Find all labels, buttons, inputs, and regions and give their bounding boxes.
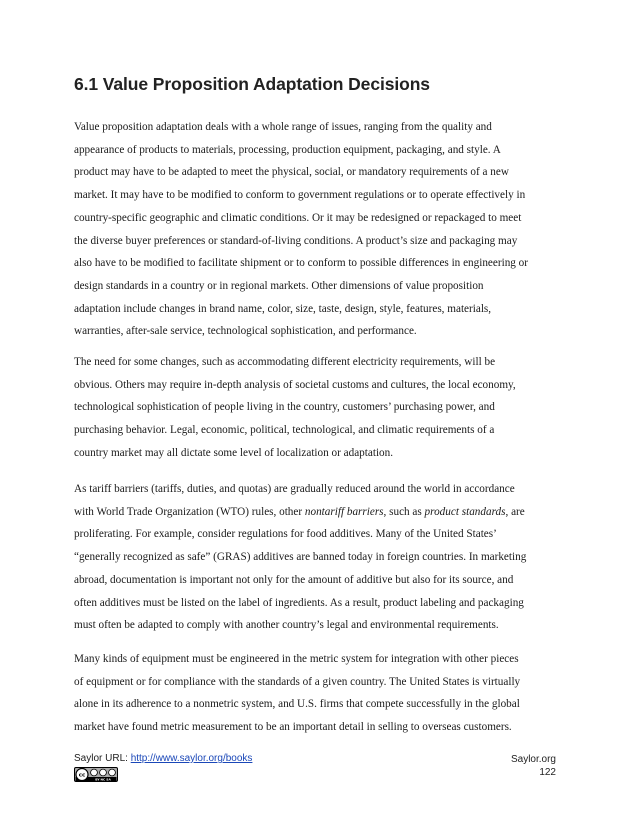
text-line: Many kinds of equipment must be engineered in the metric system for integration with other pieces [74, 653, 519, 665]
text-line: often additives must be listed on the label of ingredients. As a result, product labeling and packaging [74, 596, 524, 609]
text-line: alone in its adherence to a nonmetric system, and U.S. firms that compete successfully in the global [74, 698, 520, 711]
paragraph-2 [74, 351, 558, 465]
text-line: the diverse buyer preferences or standard-of-living conditions. A product’s size and packaging may [74, 234, 518, 247]
text-line: market have found metric measurement to be an important detail in selling to overseas customers. [74, 721, 512, 734]
text-line: country market may all dictate some level of localization or adaptation. [74, 446, 394, 459]
text-line: also have to be modified to facilitate shipment or to conform to possible differences in engineering or [74, 257, 529, 270]
text-fragment: , are [505, 505, 525, 518]
paragraph-1 [74, 116, 558, 343]
footer-site-info [511, 753, 556, 779]
paragraph-3 [74, 478, 558, 637]
text-line: country-specific geographic and climatic conditions. Or it may be redesigned or repackaged to meet [74, 211, 522, 224]
page-number: 122 [539, 767, 556, 778]
svg-text:cc: cc [78, 772, 86, 779]
text-line: obvious. Others may require in-depth analysis of societal customs and cultures, the local economy, [74, 378, 516, 391]
section-heading: 6.1 Value Proposition Adaptation Decisions [74, 74, 430, 94]
attribution-icon [91, 769, 98, 776]
footer-url-label: Saylor URL: [74, 753, 131, 764]
saylor-books-link[interactable]: http://www.saylor.org/books [130, 753, 253, 764]
text-line: warranties, after-sale service, technological sophistication, and performance. [74, 325, 417, 338]
text-line: product may have to be adapted to meet the physical, social, or mandatory requirements of a new [74, 166, 509, 179]
noncommercial-icon [100, 769, 107, 776]
text-line: Value proposition adaptation deals with a whole range of issues, ranging from the quality and [74, 121, 492, 133]
text-line: As tariff barriers (tariffs, duties, and quotas) are gradually reduced around the world in accordance [74, 483, 515, 495]
footer-site-name: Saylor.org [510, 754, 556, 765]
text-line: proliferating. For example, consider regulations for food additives. Many of the United States’ [74, 528, 497, 541]
text-line: technological sophistication of people living in the country, customers’ purchasing power, and [74, 401, 495, 414]
text-fragment: with World Trade Organization (WTO) rules, other [74, 505, 305, 518]
text-line: market. It may have to be modified to conform to government regulations or to operate effectively in [74, 189, 526, 202]
text-line: design standards in a country or in regional markets. Other dimensions of value proposition [74, 279, 484, 292]
text-fragment: , such as [383, 505, 425, 518]
paragraph-4 [74, 648, 558, 739]
text-line: The need for some changes, such as accommodating different electricity requirements, will be [74, 356, 496, 368]
creative-commons-license-icon[interactable] [74, 767, 118, 782]
text-line: abroad, documentation is important not only for the amount of additive but also for its source, and [74, 573, 514, 586]
text-line: purchasing behavior. Legal, economic, political, technological, and climatic requirements of a [74, 424, 495, 437]
sharealike-icon [109, 769, 116, 776]
text-line [74, 501, 558, 524]
text-line: must often be adapted to comply with another country’s legal and environmental requirements. [74, 619, 499, 632]
text-line: “generally recognized as safe” (GRAS) additives are banned today in foreign countries. In marketing [74, 551, 527, 564]
license-badge-text: BY NC SA [95, 777, 111, 782]
emphasis-nontariff-barriers: nontariff barriers [304, 505, 384, 518]
text-line: adaptation include changes in brand name, color, size, taste, design, style, features, materials, [74, 302, 492, 315]
text-line: appearance of products to materials, processing, production equipment, packaging, and style. A [74, 143, 501, 156]
text-line: of equipment or for compliance with the standards of a given country. The United States is virtually [74, 675, 521, 688]
footer-source [74, 753, 252, 764]
emphasis-product-standards: product standards [424, 505, 506, 518]
